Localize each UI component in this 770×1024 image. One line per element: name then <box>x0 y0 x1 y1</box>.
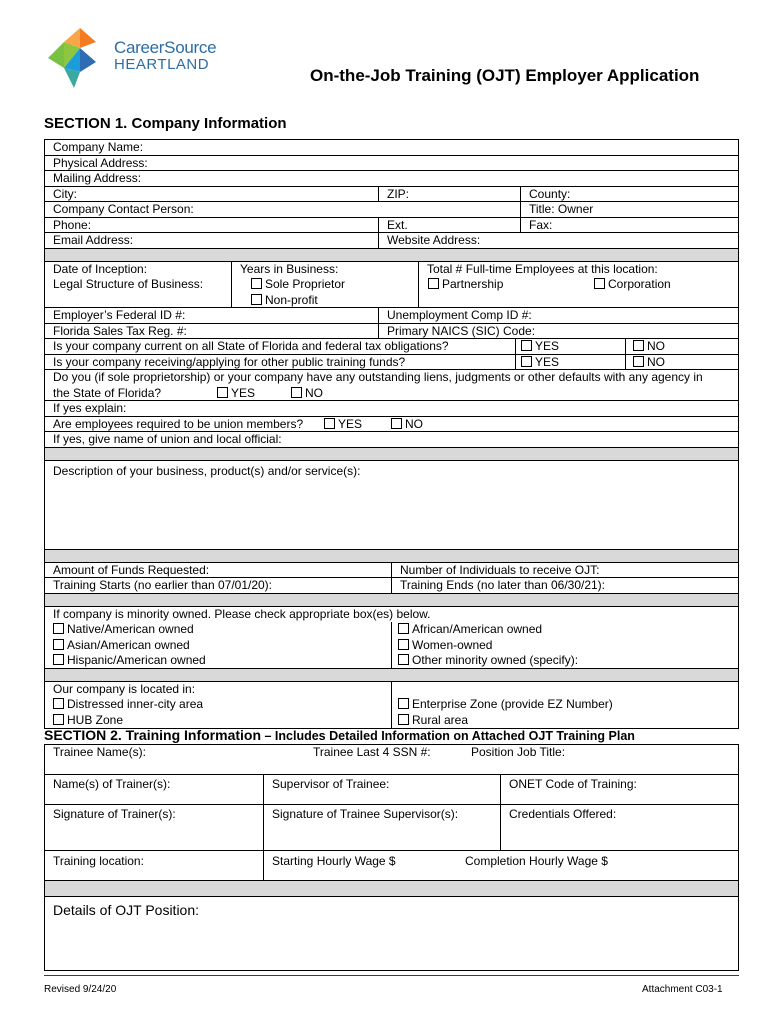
row-trainee <box>45 745 738 775</box>
supervisor-field[interactable]: Supervisor of Trainee: <box>272 777 390 791</box>
divider <box>45 448 738 461</box>
liens-no-checkbox[interactable] <box>291 387 302 398</box>
row-contact <box>45 202 738 218</box>
row-inception <box>45 262 738 278</box>
union-question: Are employees required to be union members? <box>53 416 304 431</box>
ojt-details-field[interactable]: Details of OJT Position: <box>53 902 200 918</box>
row-union <box>45 417 738 433</box>
row-trainer <box>45 775 738 805</box>
women-label: Women-owned <box>412 637 493 652</box>
trainee-ssn-field[interactable]: Trainee Last 4 SSN #: <box>313 745 431 759</box>
trainer-signature-field[interactable]: Signature of Trainer(s): <box>53 807 176 821</box>
section2-title: SECTION 2. Training Information <box>44 727 262 743</box>
hub-zone-label: HUB Zone <box>67 712 124 727</box>
enterprise-zone-label: Enterprise Zone (provide EZ Number) <box>412 697 613 711</box>
row-training-dates <box>45 578 738 594</box>
training-location-field[interactable]: Training location: <box>53 854 144 868</box>
funds-yes-checkbox[interactable] <box>521 356 532 367</box>
row-location-2 <box>45 713 738 729</box>
starting-wage-field[interactable]: Starting Hourly Wage $ <box>272 854 396 868</box>
row-mailing-address <box>45 171 738 187</box>
unemployment-id-field[interactable]: Unemployment Comp ID #: <box>387 308 532 322</box>
public-funds-question: Is your company receiving/applying for other public training funds? <box>53 354 406 369</box>
sole-proprietor-label: Sole Proprietor <box>265 277 346 291</box>
tax-yes-label: YES <box>535 339 560 353</box>
tax-no-checkbox[interactable] <box>633 340 644 351</box>
row-legal-structure <box>45 277 738 293</box>
careersource-logo <box>48 28 218 90</box>
sales-tax-field[interactable]: Florida Sales Tax Reg. #: <box>53 323 187 338</box>
union-no-label: NO <box>405 416 423 431</box>
row-minority-3 <box>45 653 738 669</box>
row-union-name <box>45 432 738 448</box>
native-checkbox[interactable] <box>53 623 64 634</box>
num-individuals-field[interactable]: Number of Individuals to receive OJT: <box>400 562 600 577</box>
current-tax-question: Is your company current on all State of Florida and federal tax obligations? <box>53 339 449 353</box>
section2-form <box>44 744 739 971</box>
liens-question-line2: the State of Florida? <box>53 385 162 400</box>
corporation-label: Corporation <box>608 277 671 291</box>
divider <box>45 594 738 607</box>
onet-code-field[interactable]: ONET Code of Training: <box>509 777 637 791</box>
logo-text-heartland: HEARTLAND <box>114 56 210 73</box>
rural-area-checkbox[interactable] <box>398 714 409 725</box>
row-signatures <box>45 805 738 851</box>
sole-proprietor-checkbox[interactable] <box>251 278 262 289</box>
row-email <box>45 233 738 249</box>
legal-structure-label: Legal Structure of Business: <box>53 277 204 291</box>
row-details <box>45 897 738 970</box>
city-field[interactable]: City: <box>53 186 77 201</box>
asian-checkbox[interactable] <box>53 639 64 650</box>
section2-subtitle: – Includes Detailed Information on Attached OJT Training Plan <box>261 729 635 743</box>
explain-field[interactable]: If yes explain: <box>53 401 127 415</box>
contact-title-field[interactable]: Title: Owner <box>529 202 594 216</box>
row-location-wage <box>45 851 738 881</box>
native-label: Native/American owned <box>67 622 194 636</box>
african-checkbox[interactable] <box>398 623 409 634</box>
logo-mark-icon <box>48 28 110 90</box>
other-minority-label: Other minority owned (specify): <box>412 653 579 667</box>
union-yes-label: YES <box>338 416 363 431</box>
divider <box>45 249 738 262</box>
years-business-field[interactable]: Years in Business: <box>240 261 339 276</box>
total-fulltime-field[interactable]: Total # Full-time Employees at this location: <box>427 261 658 276</box>
mailing-address-field[interactable]: Mailing Address: <box>53 171 142 185</box>
website-field[interactable]: Website Address: <box>387 233 481 247</box>
revised-date: Revised 9/24/20 <box>44 984 117 995</box>
row-tax-obligations <box>45 339 738 355</box>
divider <box>45 550 738 563</box>
corporation-checkbox[interactable] <box>594 278 605 289</box>
union-name-field[interactable]: If yes, give name of union and local official: <box>53 432 282 446</box>
tax-yes-checkbox[interactable] <box>521 340 532 351</box>
row-minority-intro <box>45 607 738 623</box>
row-sales-tax <box>45 324 738 340</box>
position-title-field[interactable]: Position Job Title: <box>471 745 566 759</box>
row-funds <box>45 563 738 579</box>
liens-no-label: NO <box>305 385 323 400</box>
enterprise-zone-checkbox[interactable] <box>398 698 409 709</box>
ext-field[interactable]: Ext. <box>387 217 408 232</box>
located-intro: Our company is located in: <box>53 681 196 696</box>
hub-zone-checkbox[interactable] <box>53 714 64 725</box>
funds-requested-field[interactable]: Amount of Funds Requested: <box>53 562 210 577</box>
training-starts-field[interactable]: Training Starts (no earlier than 07/01/20): <box>53 578 273 592</box>
other-minority-checkbox[interactable] <box>398 654 409 665</box>
description-field[interactable]: Description of your business, product(s) and/or service(s): <box>53 463 361 478</box>
tax-no-label: NO <box>647 339 665 353</box>
physical-address-field[interactable]: Physical Address: <box>53 155 148 170</box>
row-liens-1 <box>45 370 738 386</box>
row-public-funds <box>45 355 738 371</box>
trainee-names-field[interactable]: Trainee Name(s): <box>53 745 146 759</box>
rural-area-label: Rural area <box>412 712 469 727</box>
row-phone <box>45 218 738 234</box>
section2-heading <box>44 727 635 743</box>
row-physical-address <box>45 156 738 172</box>
union-yes-checkbox[interactable] <box>324 418 335 429</box>
funds-yes-label: YES <box>535 354 560 369</box>
contact-person-field[interactable]: Company Contact Person: <box>53 202 194 216</box>
federal-id-field[interactable]: Employer’s Federal ID #: <box>53 308 186 322</box>
credentials-field[interactable]: Credentials Offered: <box>509 807 617 821</box>
company-name-field[interactable]: Company Name: <box>53 140 144 154</box>
trainer-names-field[interactable]: Name(s) of Trainer(s): <box>53 777 171 791</box>
section1-heading: SECTION 1. Company Information <box>44 115 287 132</box>
row-liens-2 <box>45 386 738 402</box>
liens-yes-checkbox[interactable] <box>217 387 228 398</box>
training-ends-field[interactable]: Training Ends (no later than 06/30/21): <box>400 578 606 592</box>
row-minority-2 <box>45 638 738 654</box>
document-title: On-the-Job Training (OJT) Employer Application <box>310 66 700 85</box>
liens-yes-label: YES <box>231 385 256 400</box>
naics-field[interactable]: Primary NAICS (SIC) Code: <box>387 323 536 338</box>
logo-text-careersource: CareerSource <box>114 38 217 57</box>
supervisor-signature-field[interactable]: Signature of Trainee Supervisor(s): <box>272 807 459 821</box>
distressed-checkbox[interactable] <box>53 698 64 709</box>
non-profit-checkbox[interactable] <box>251 294 262 305</box>
minority-intro: If company is minority owned. Please check appropriate box(es) below. <box>53 606 431 621</box>
section1-form <box>44 139 739 729</box>
date-inception-field[interactable]: Date of Inception: <box>53 261 148 276</box>
row-located-intro <box>45 682 738 698</box>
african-label: African/American owned <box>412 622 543 636</box>
row-minority-1 <box>45 622 738 638</box>
zip-field[interactable]: ZIP: <box>387 186 410 201</box>
hispanic-label: Hispanic/American owned <box>67 653 206 667</box>
funds-no-checkbox[interactable] <box>633 356 644 367</box>
row-location-1 <box>45 697 738 713</box>
partnership-checkbox[interactable] <box>428 278 439 289</box>
funds-no-label: NO <box>647 354 665 369</box>
row-explain <box>45 401 738 417</box>
row-city <box>45 187 738 203</box>
footer-divider <box>44 975 739 976</box>
women-checkbox[interactable] <box>398 639 409 650</box>
asian-label: Asian/American owned <box>67 637 190 652</box>
liens-question-line1: Do you (if sole proprietorship) or your company have any outstanding liens, judgments or other defaults with any agency in <box>53 370 703 384</box>
row-description <box>45 461 738 550</box>
union-no-checkbox[interactable] <box>391 418 402 429</box>
hispanic-checkbox[interactable] <box>53 654 64 665</box>
county-field[interactable]: County: <box>529 186 571 201</box>
row-federal-id <box>45 308 738 324</box>
completion-wage-field[interactable]: Completion Hourly Wage $ <box>465 854 608 868</box>
fax-field[interactable]: Fax: <box>529 217 553 232</box>
partnership-label: Partnership <box>442 277 504 291</box>
phone-field[interactable]: Phone: <box>53 217 92 232</box>
divider <box>45 881 738 897</box>
distressed-label: Distressed inner-city area <box>67 697 204 711</box>
divider <box>45 669 738 682</box>
row-company-name <box>45 140 738 156</box>
email-field[interactable]: Email Address: <box>53 233 134 247</box>
non-profit-label: Non-profit <box>265 292 318 307</box>
row-nonprofit <box>45 293 738 309</box>
attachment-label: Attachment C03-1 <box>642 984 723 995</box>
